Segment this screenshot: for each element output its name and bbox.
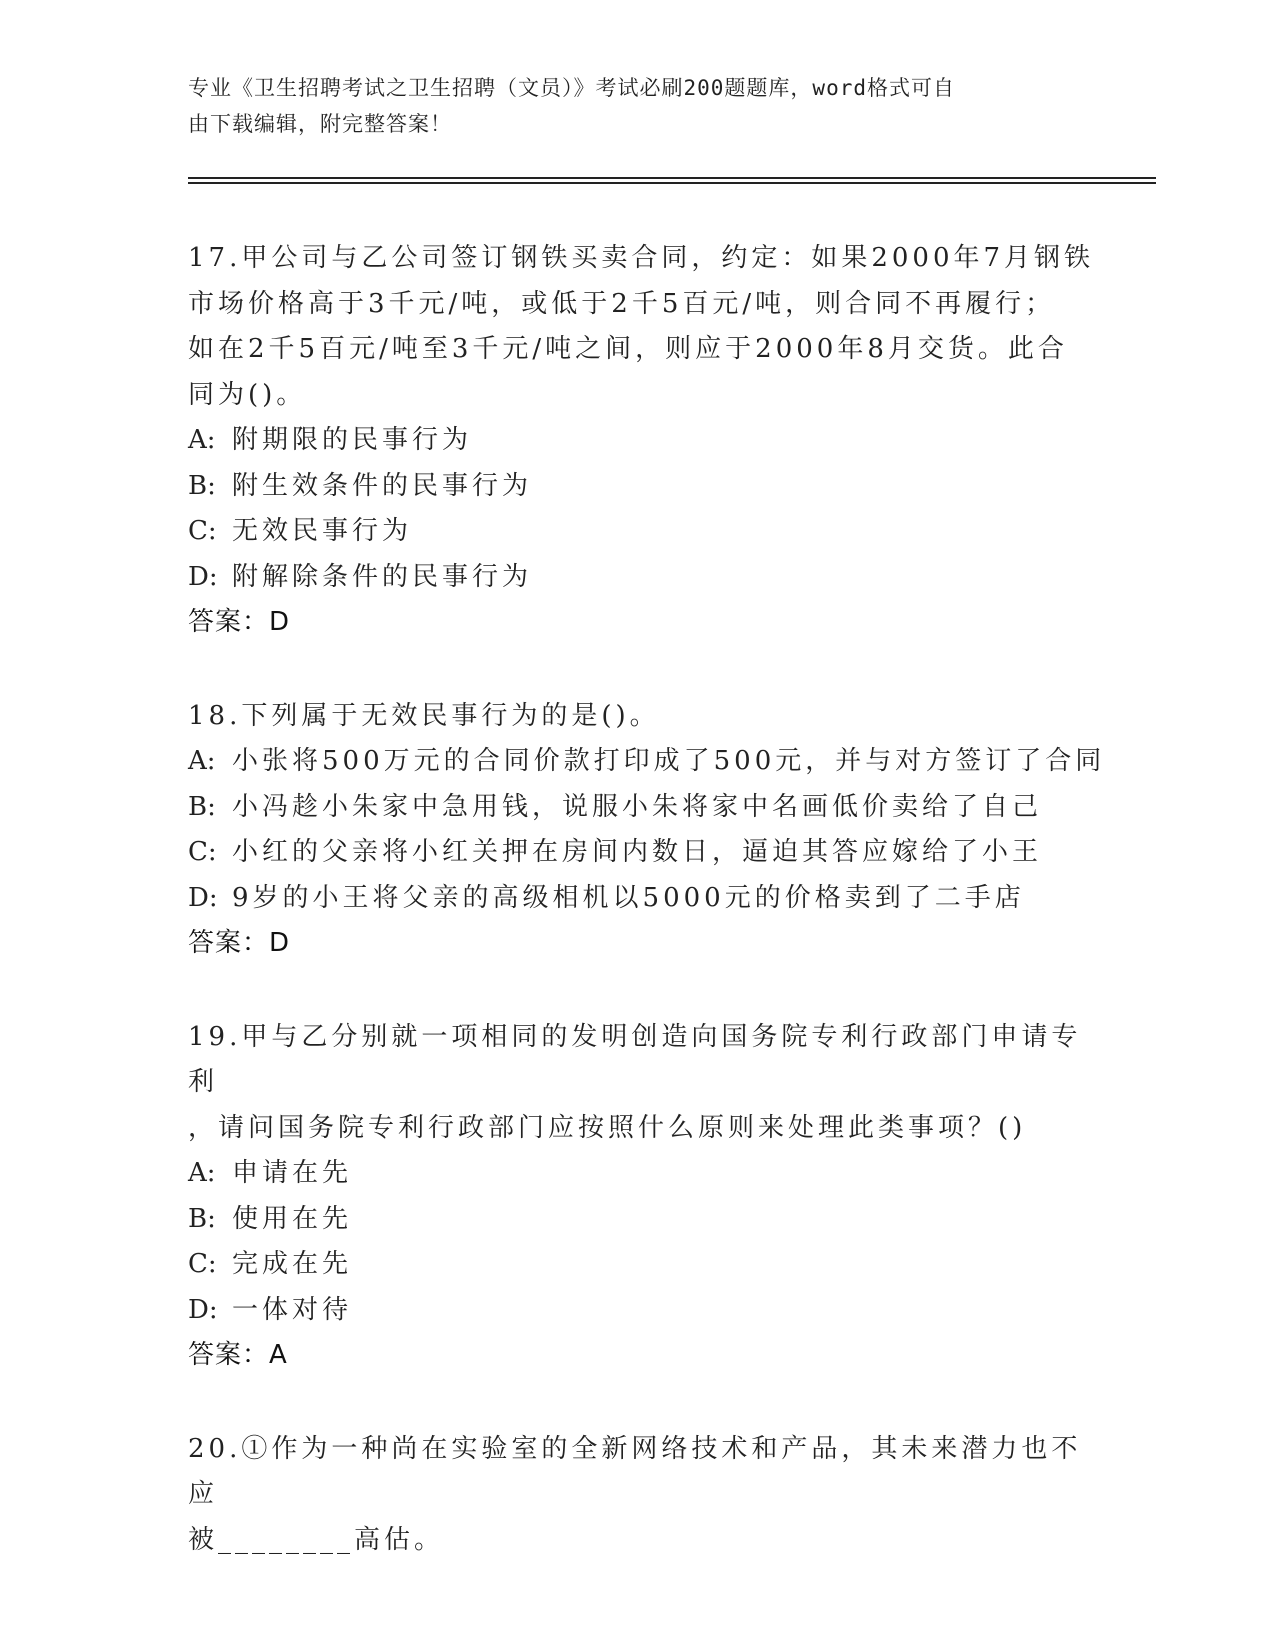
option-letter: A: <box>188 425 216 455</box>
option-text: 9岁的小王将父亲的高级相机以5000元的价格卖到了二手店 <box>232 882 1025 913</box>
option-letter: C: <box>188 837 217 867</box>
question-item <box>188 1427 1108 1564</box>
header-divider <box>188 182 1156 184</box>
option-a <box>188 418 1108 464</box>
option-letter: B: <box>188 1203 216 1234</box>
question-text: 被________高估。 <box>188 1524 445 1555</box>
option-letter: B: <box>188 791 216 822</box>
question-text: 如在2千5百元/吨至3千元/吨之间，则应于2000年8月交货。此合 <box>188 334 1068 364</box>
question-item <box>188 694 1108 967</box>
option-c <box>188 830 1108 876</box>
option-d <box>188 555 1108 601</box>
option-text: 附生效条件的民事行为 <box>232 470 533 501</box>
option-letter: D: <box>188 1294 218 1325</box>
question-item <box>188 236 1108 646</box>
option-c <box>188 1242 1108 1288</box>
question-text: 19.甲与乙分别就一项相同的发明创造向国务院专利行政部门申请专利 <box>188 1021 1082 1097</box>
option-b <box>188 785 1108 831</box>
option-d <box>188 1288 1108 1334</box>
option-text: 小冯趁小朱家中急用钱，说服小朱将家中名画低价卖给了自己 <box>232 791 1043 822</box>
question-text: 17.甲公司与乙公司签订钢铁买卖合同，约定：如果2000年7月钢铁 <box>188 243 1095 273</box>
option-letter: D: <box>188 561 218 592</box>
question-text: 20.①作为一种尚在实验室的全新网络技术和产品，其未来潜力也不应 <box>188 1433 1082 1509</box>
option-text: 完成在先 <box>232 1249 353 1279</box>
option-a <box>188 1151 1108 1197</box>
option-text: 小张将500万元的合同价款打印成了500元，并与对方签订了合同 <box>232 746 1106 776</box>
option-text: 无效民事行为 <box>232 516 413 546</box>
option-text: 使用在先 <box>232 1203 353 1234</box>
question-list <box>188 236 1108 1611</box>
option-c <box>188 509 1108 555</box>
option-text: 小红的父亲将小红关押在房间内数日，逼迫其答应嫁给了小王 <box>232 837 1043 867</box>
document-header <box>188 70 1068 142</box>
question-text: 同为()。 <box>188 379 307 410</box>
option-letter: A: <box>188 1158 216 1188</box>
answer-label: 答案：D <box>188 607 291 637</box>
option-a <box>188 739 1108 785</box>
option-letter: C: <box>188 516 217 546</box>
question-text: 市场价格高于3千元/吨，或低于2千5百元/吨，则合同不再履行； <box>188 288 1056 319</box>
option-letter: D: <box>188 882 218 913</box>
header-intro-line: 由下载编辑，附完整答案！ <box>188 112 452 136</box>
answer-label: 答案：D <box>188 928 291 958</box>
option-b <box>188 1197 1108 1243</box>
option-d <box>188 876 1108 922</box>
option-letter: B: <box>188 470 216 501</box>
question-text: ，请问国务院专利行政部门应按照什么原则来处理此类事项？() <box>188 1112 1027 1143</box>
option-text: 附解除条件的民事行为 <box>232 561 533 592</box>
question-text: 18.下列属于无效民事行为的是()。 <box>188 700 660 731</box>
header-divider <box>188 177 1156 179</box>
question-item <box>188 1015 1108 1379</box>
option-letter: A: <box>188 746 216 776</box>
option-b <box>188 464 1108 510</box>
option-text: 申请在先 <box>232 1158 353 1188</box>
option-text: 一体对待 <box>232 1294 353 1325</box>
option-letter: C: <box>188 1249 217 1279</box>
option-text: 附期限的民事行为 <box>232 425 473 455</box>
answer-label: 答案：A <box>188 1340 288 1370</box>
header-intro-line: 专业《卫生招聘考试之卫生招聘（文员）》考试必刷200题题库，word格式可自 <box>188 76 955 100</box>
